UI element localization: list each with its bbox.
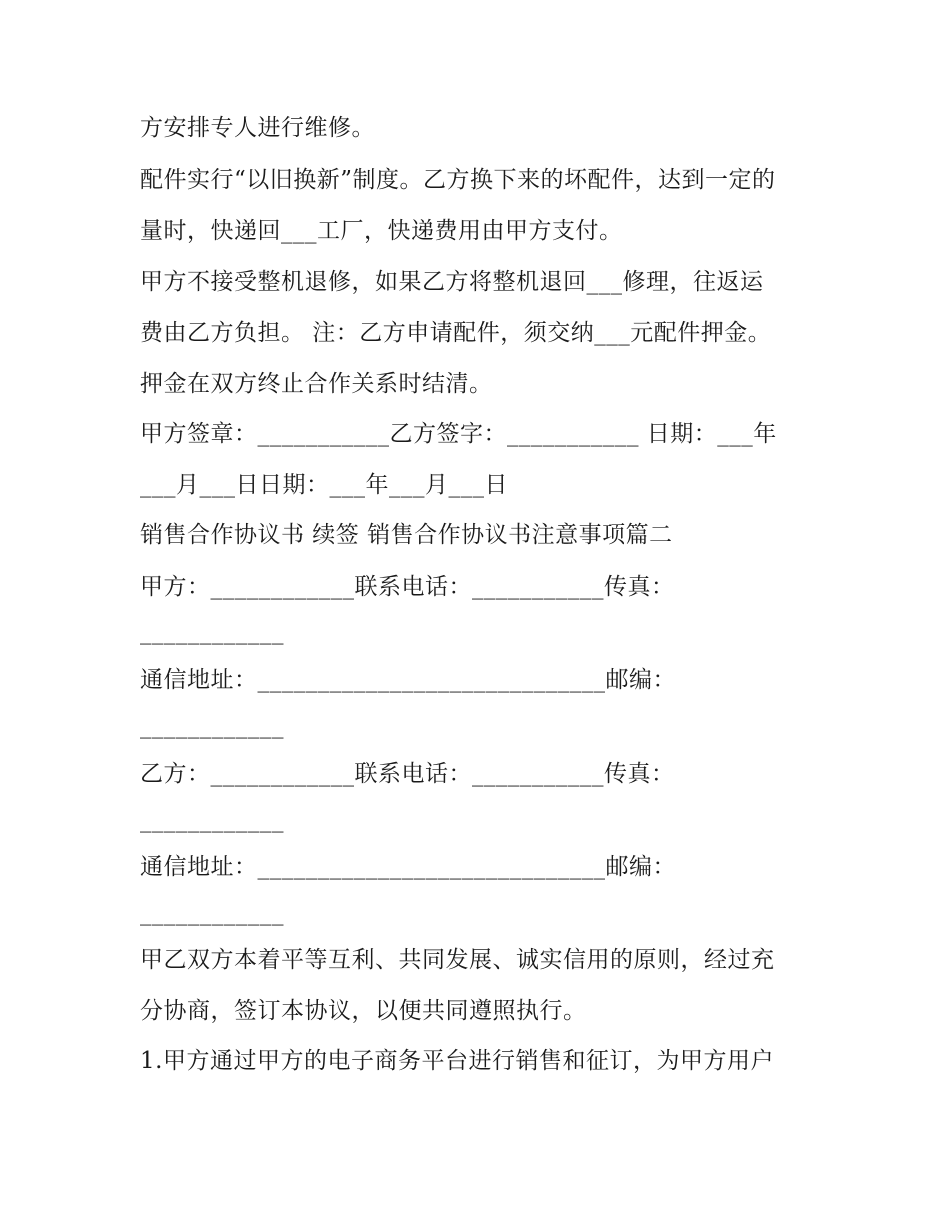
text-line-2: 配件实行“以旧换新”制度。乙方换下来的坏配件，达到一定的 xyxy=(140,167,776,193)
party-a-postcode-blank: ____________ xyxy=(140,713,284,739)
text-line-1: 方安排专人进行维修。 xyxy=(140,115,375,141)
date-line: ___月___日日期：___年___月___日 xyxy=(140,472,508,498)
party-a-contact-line: 甲方：____________联系电话：___________传真： xyxy=(140,574,675,600)
section-heading: 销售合作协议书 续签 销售合作协议书注意事项篇二 xyxy=(140,522,673,548)
text-line-3: 量时，快递回___工厂，快递费用由甲方支付。 xyxy=(140,218,623,244)
party-a-address-line: 通信地址：_____________________________邮编： xyxy=(140,667,676,693)
text-line-6: 押金在双方终止合作关系时结清。 xyxy=(140,371,493,397)
signature-line: 甲方签章：___________乙方签字：___________ 日期：___年 xyxy=(140,421,777,447)
text-line-5: 费由乙方负担。 注：乙方申请配件，须交纳___元配件押金。 xyxy=(140,320,772,346)
party-b-address-line: 通信地址：_____________________________邮编： xyxy=(140,854,676,880)
text-line-preamble-1: 甲乙双方本着平等互利、共同发展、诚实信用的原则，经过充 xyxy=(140,947,775,973)
text-line-preamble-2: 分协商，签订本协议，以便共同遵照执行。 xyxy=(140,998,587,1024)
clause-1-line: 1.甲方通过甲方的电子商务平台进行销售和征订，为甲方用户 xyxy=(140,1048,774,1074)
party-b-fax-blank: ____________ xyxy=(140,807,284,833)
text-line-4: 甲方不接受整机退修，如果乙方将整机退回___修理，往返运 xyxy=(140,269,764,295)
party-b-postcode-blank: ____________ xyxy=(140,900,284,926)
party-a-fax-blank: ____________ xyxy=(140,619,284,645)
party-b-contact-line: 乙方：____________联系电话：___________传真： xyxy=(140,761,675,787)
